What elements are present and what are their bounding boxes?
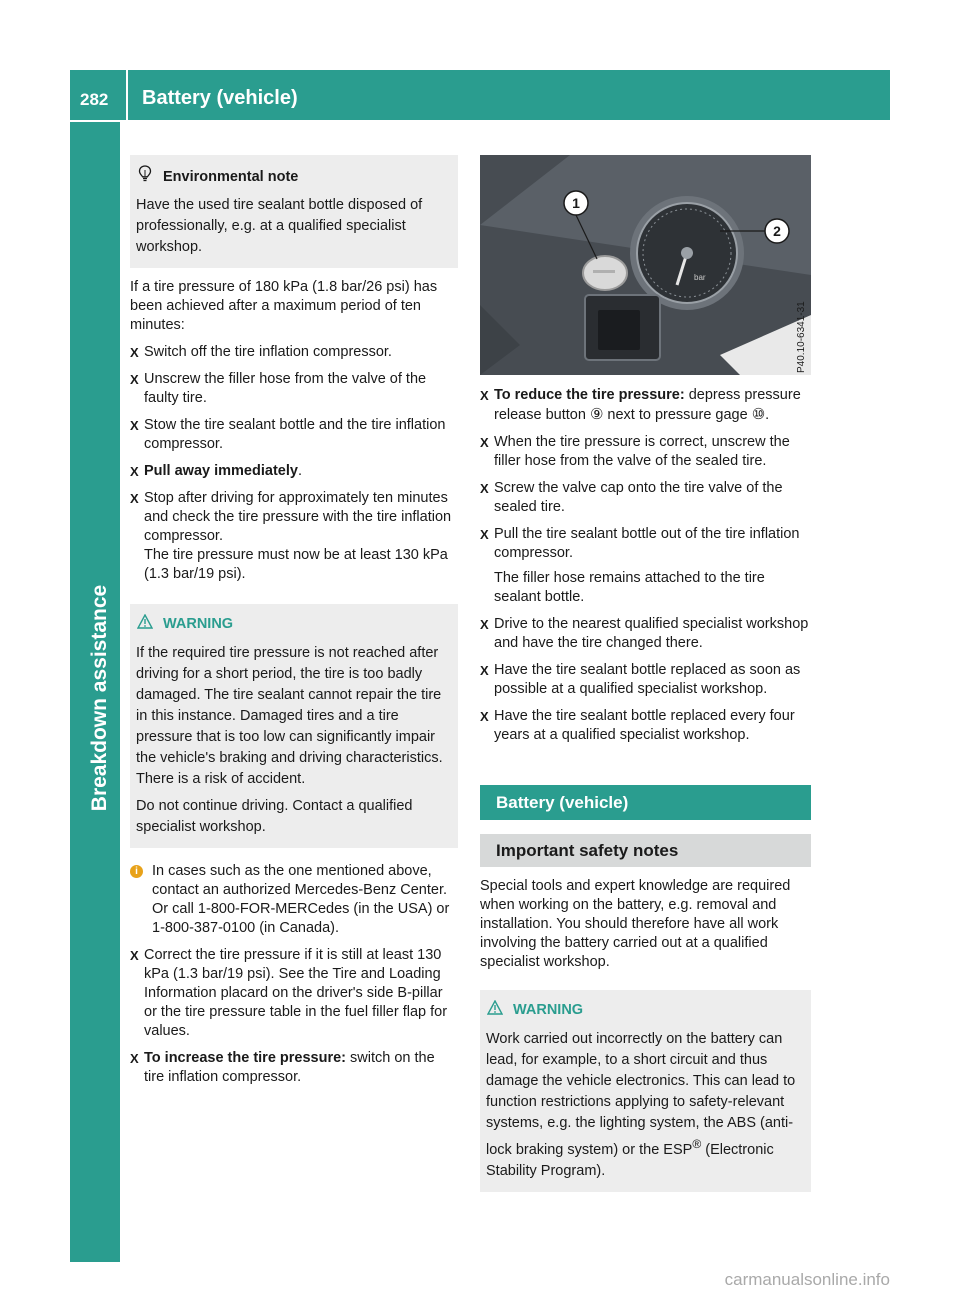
info-note xyxy=(130,862,458,938)
list-item xyxy=(130,462,458,481)
step-arrow-icon: X xyxy=(480,663,489,678)
list-item xyxy=(480,525,811,607)
step-bold-text: Pull away immediately xyxy=(144,463,298,479)
list-item xyxy=(130,416,458,454)
step-arrow-icon: X xyxy=(480,617,489,632)
step-text: Switch off the tire inflation compressor. xyxy=(144,344,392,360)
lightbulb-icon xyxy=(133,165,157,189)
warning-text-part: (Electronic Stability Program). xyxy=(486,1141,774,1179)
step-text: Drive to the nearest qualified specialist workshop and have the tire changed there. xyxy=(494,616,809,651)
safety-paragraph: Special tools and expert knowledge are required when working on the battery, e.g. removal and installation. You should therefore have all work involving the battery carried out at a qualified specialist workshop. xyxy=(480,878,791,970)
registered-mark: ® xyxy=(692,1137,702,1151)
info-text: In cases such as the one mentioned above, contact an authorized Mercedes-Benz Center. Or call 1-800-FOR-MERCedes (in the USA) or 1-800-387-0100 (in Canada). xyxy=(152,863,450,936)
gauge-unit-label: bar xyxy=(694,273,706,282)
step-arrow-icon: X xyxy=(480,527,489,542)
info-icon: i xyxy=(130,865,143,878)
list-item xyxy=(130,489,458,584)
list-item xyxy=(480,433,811,471)
step-arrow-icon: X xyxy=(130,464,139,479)
environmental-note-text: Have the used tire sealant bottle disposed of professionally, e.g. at a qualified specialist workshop. xyxy=(136,197,423,255)
compressor-gauge-figure xyxy=(480,155,811,375)
warning-title: WARNING xyxy=(513,1002,584,1018)
step-text: Pull the tire sealant bottle out of the tire inflation compressor. xyxy=(494,526,800,561)
warning-header xyxy=(483,1000,803,1021)
list-item xyxy=(480,479,811,517)
page-number: 282 xyxy=(80,90,109,109)
step-note: The filler hose remains attached to the tire sealant bottle. xyxy=(494,570,765,605)
step-arrow-icon: X xyxy=(480,435,489,450)
step-text: Correct the tire pressure if it is still at least 130 kPa (1.3 bar/19 psi). See the Tire and Loading Information placard on the driver's side B-pillar or the tire pressure table in the fuel filler flap for values. xyxy=(144,947,448,1039)
step-arrow-icon: X xyxy=(130,491,139,506)
step-arrow-icon: X xyxy=(130,1051,139,1066)
step-text: next to pressure gage xyxy=(603,407,752,423)
list-item xyxy=(130,343,458,362)
step-text: Stop after driving for approximately ten minutes and check the tire pressure with the tire inflation compressor. xyxy=(144,490,452,544)
step-arrow-icon: X xyxy=(130,418,139,433)
left-column xyxy=(130,155,458,1095)
step-text: Unscrew the filler hose from the valve of the faulty tire. xyxy=(144,371,427,406)
step-suffix: . xyxy=(297,463,302,479)
step-text: depress pressure release button xyxy=(494,387,801,423)
environmental-note-header xyxy=(133,165,450,189)
warning-box xyxy=(130,604,458,848)
step-arrow-icon: X xyxy=(130,345,139,360)
header-divider xyxy=(126,70,128,120)
callout-1: 1 xyxy=(572,195,580,211)
right-column xyxy=(480,386,811,1192)
environmental-note-box xyxy=(130,155,458,268)
environmental-note-title: Environmental note xyxy=(163,168,299,185)
list-item xyxy=(130,370,458,408)
step-text: When the tire pressure is correct, unscrew the filler hose from the valve of the sealed tire. xyxy=(494,434,790,469)
figure-reference: P40.10-6341-31 xyxy=(796,301,807,373)
step-arrow-icon: X xyxy=(480,481,489,496)
callout-2: 2 xyxy=(773,223,781,239)
warning-box xyxy=(480,990,811,1192)
page-title: Battery (vehicle) xyxy=(142,87,298,109)
callout-ref-10: ⑩ xyxy=(751,406,766,423)
step-arrow-icon: X xyxy=(480,388,489,403)
list-item xyxy=(130,1049,458,1087)
step-bold-text: To reduce the tire pressure: xyxy=(494,387,685,403)
section-heading: Battery (vehicle) xyxy=(480,785,811,820)
list-item xyxy=(480,386,811,425)
step-text: Have the tire sealant bottle replaced as soon as possible at a qualified specialist workshop. xyxy=(494,662,801,697)
warning-header xyxy=(133,614,450,635)
list-item xyxy=(480,615,811,653)
step-text: . xyxy=(765,407,770,423)
warning-title: WARNING xyxy=(163,616,234,632)
step-note: The tire pressure must now be at least 130 kPa (1.3 bar/19 psi). xyxy=(144,547,448,582)
step-bold-text: To increase the tire pressure: xyxy=(144,1050,347,1066)
step-text: Stow the tire sealant bottle and the tire inflation compressor. xyxy=(144,417,446,452)
step-text: Screw the valve cap onto the tire valve of the sealed tire. xyxy=(494,480,783,515)
list-item xyxy=(130,946,458,1041)
intro-paragraph: If a tire pressure of 180 kPa (1.8 bar/26 psi) has been achieved after a maximum period of ten minutes: xyxy=(130,279,438,333)
step-arrow-icon: X xyxy=(130,372,139,387)
step-text: switch on the tire inflation compressor. xyxy=(144,1050,435,1085)
list-item xyxy=(480,707,811,745)
list-item xyxy=(480,661,811,699)
side-tab-label: Breakdown assistance xyxy=(88,584,111,812)
compressor-illustration xyxy=(480,155,811,375)
warning-text-part: Work carried out incorrectly on the battery can lead, for example, to a short circuit and thus damage the vehicle electronics. This can lead to function restrictions applying to safety-relevant systems, e.g. the lighting system, the ABS (anti-lock braking system) or the ESP xyxy=(486,1031,796,1158)
warning-text xyxy=(483,1029,803,1182)
step-arrow-icon: X xyxy=(480,709,489,724)
watermark: carmanualsonline.info xyxy=(724,1270,890,1289)
callout-ref-9: ⑨ xyxy=(589,406,604,423)
subsection-heading: Important safety notes xyxy=(480,834,811,867)
warning-triangle-icon xyxy=(483,1000,507,1021)
warning-text: If the required tire pressure is not reached after driving for a short period, the tire is too badly damaged. The tire sealant cannot repair the tire in this instance. Damaged tires and a tire pressure that is too low can significantly impair the vehicle's braking and driving characteristics. There is a risk of accident. xyxy=(136,645,443,787)
step-arrow-icon: X xyxy=(130,948,139,963)
warning-triangle-icon xyxy=(133,614,157,635)
step-text: Have the tire sealant bottle replaced every four years at a qualified specialist workshop. xyxy=(494,708,795,743)
warning-text: Do not continue driving. Contact a qualified specialist workshop. xyxy=(136,798,413,835)
